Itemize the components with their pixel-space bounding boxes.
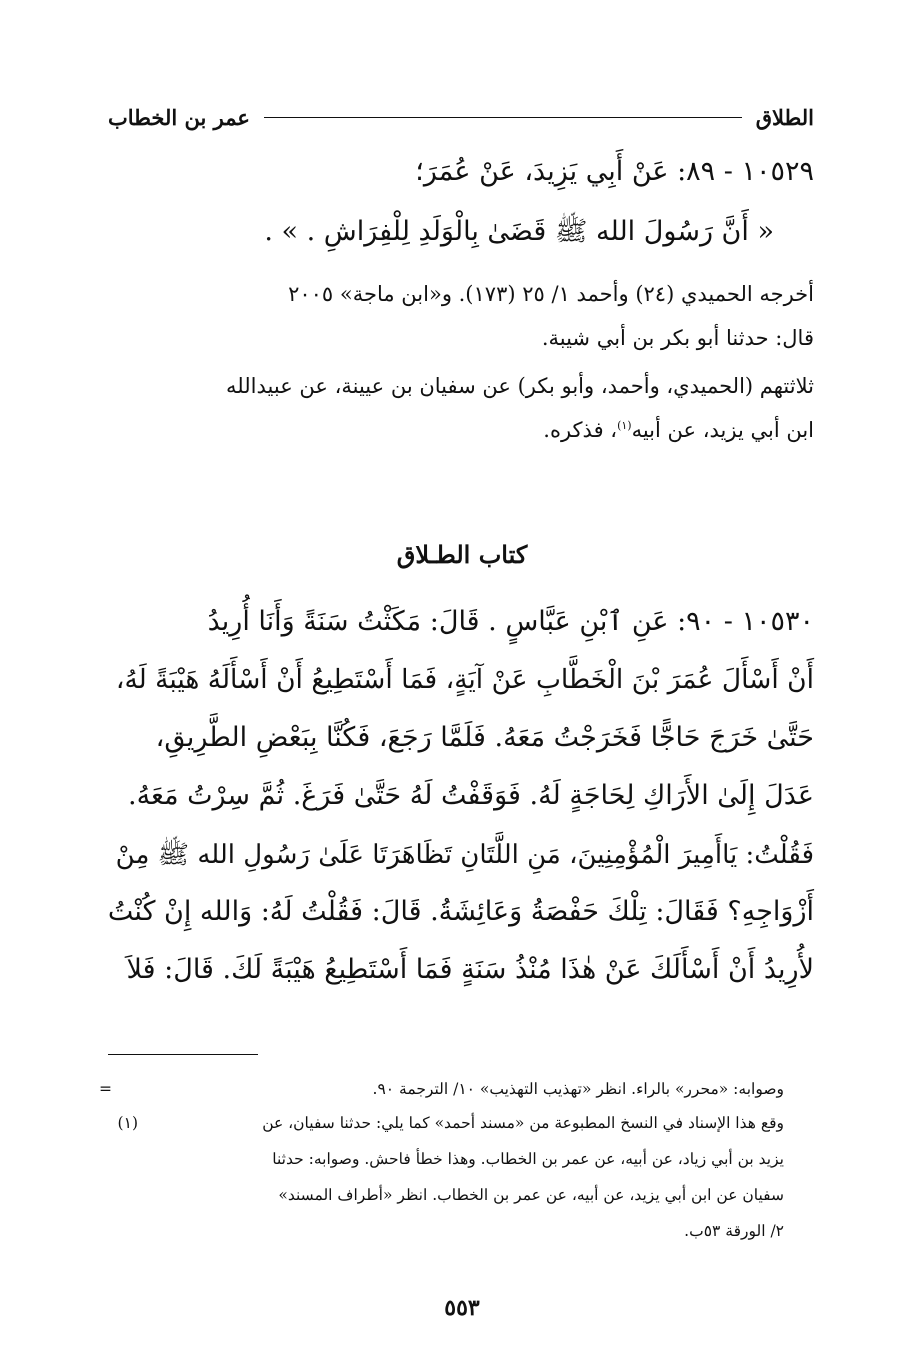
page-number: ٥٥٣	[444, 1295, 480, 1321]
hadith-2-line-4: عَدَلَ إِلَىٰ الأَرَاكِ لِحَاجَةٍ لَهُ. فَوَقَفْتُ لَهُ حَتَّىٰ فَرَغَ. ثُمَّ سِرْتُ مَعَهُ.	[127, 780, 814, 811]
hadith-2-line-6: أَزْوَاجِهِ؟ فَقَالَ: تِلْكَ حَفْصَةُ وَعَائِشَةُ. قَالَ: فَقُلْتُ لَهُ: وَالله إِنْ كُنْتُ	[107, 896, 814, 927]
running-header	[108, 102, 814, 132]
footnote-ref-1: (١)	[617, 419, 632, 432]
takhrij-line-4	[108, 418, 814, 442]
footnote-1-mark: (١)	[117, 1114, 138, 1132]
footnote-1-line-3: سفيان عن ابن أبي يزيد، عن أبيه، عن عمر بن الخطاب. انظر «أطراف المسند»	[278, 1186, 784, 1204]
footnote-1-line-1: وقع هذا الإسناد في النسخ المطبوعة من «مسند أحمد» كما يلي: حدثنا سفيان، عن	[262, 1114, 784, 1132]
takhrij-line-3: ثلاثتهم (الحميدي، وأحمد، وأبو بكر) عن سفيان بن عيينة، عن عبيدالله	[226, 374, 814, 398]
header-rule	[264, 117, 742, 118]
hadith-2-line-7: لأُرِيدُ أَنْ أَسْأَلَكَ عَنْ هٰذَا مُنْذُ سَنَةٍ فَمَا أَسْتَطِيعُ هَيْبَةً لَكَ. قَالَ: فَلاَ	[126, 954, 814, 985]
hadith-1-matn: « أَنَّ رَسُولَ الله ﷺ قَضَىٰ بِالْوَلَدِ لِلْفِرَاشِ . » .	[264, 216, 774, 247]
header-book-title: عمر بن الخطاب	[108, 104, 250, 130]
footnote-continuation-text: وصوابه: «محرر» بالراء. انظر «تهذيب التهذيب» ١٠/ الترجمة ٩٠.	[372, 1080, 784, 1098]
footnote-1-line-2: يزيد بن أبي زياد، عن أبيه، عن عمر بن الخطاب. وهذا خطأ فاحش. وصوابه: حدثنا	[272, 1150, 784, 1168]
takhrij-line-2: قال: حدثنا أبو بكر بن أبي شيبة.	[541, 326, 814, 350]
header-chapter-title: الطلاق	[755, 104, 814, 130]
hadith-1-isnad: ١٠٥٢٩ - ٨٩: عَنْ أَبِي يَزِيدَ، عَنْ عُمَرَ؛	[415, 156, 814, 187]
hadith-2-line-3: حَتَّىٰ خَرَجَ حَاجًّا فَخَرَجْتُ مَعَهُ. فَلَمَّا رَجَعَ، فَكُنَّا بِبَعْضِ الطَّرِيقِ،	[155, 722, 814, 753]
hadith-2-line-1: ١٠٥٣٠ - ٩٠: عَنِ ٱبْنِ عَبَّاسٍ . قَالَ: مَكَثْتُ سَنَةً وَأَنَا أُرِيدُ	[207, 606, 814, 637]
takhrij-line-4-text: ابن أبي يزيد، عن أبيه	[631, 418, 814, 442]
footnote-rule	[108, 1054, 258, 1055]
hadith-2-line-2: أَنْ أَسْأَلَ عُمَرَ بْنَ الْخَطَّابِ عَنْ آيَةٍ، فَمَا أَسْتَطِيعُ أَنْ أَسْأَلَهُ هَيْبَةً لَهُ،	[115, 664, 814, 695]
takhrij-line-4-end: ، فذكره.	[543, 418, 618, 442]
hadith-2-line-5: فَقُلْتُ: يَاأَمِيرَ الْمُؤْمِنِينَ، مَنِ اللَّتَانِ تَظَاهَرَتَا عَلَىٰ رَسُولِ الله ﷺ مِنْ	[115, 840, 814, 870]
takhrij-line-1: أخرجه الحميدي (٢٤) وأحمد ١/ ٢٥ (١٧٣). و«ابن ماجة» ٢٠٠٥	[288, 282, 814, 306]
footnote-1-line-4: ٢/ الورقة ٥٣ب.	[684, 1222, 784, 1240]
footnote-continuation-mark: =	[99, 1080, 112, 1098]
section-title: كتاب الطـلاق	[396, 540, 528, 569]
